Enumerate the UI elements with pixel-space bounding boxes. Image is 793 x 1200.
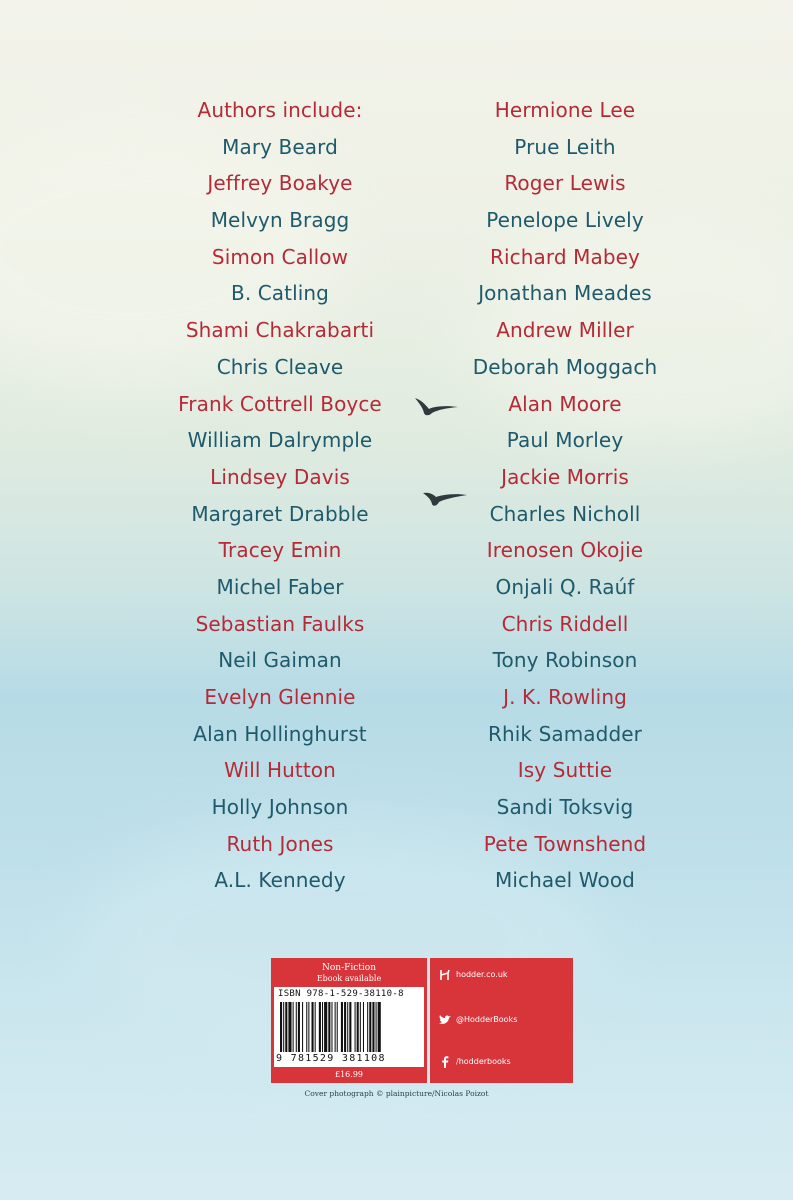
author-name: Tracey Emin	[218, 538, 342, 563]
bird-icon	[421, 487, 469, 511]
link-text: hodder.co.uk	[456, 970, 508, 979]
ebook-note: Ebook available	[316, 974, 382, 983]
author-name: Holly Johnson	[211, 795, 349, 820]
author-name: Isy Suttie	[517, 758, 613, 783]
barcode-number: 9 781529 381108	[276, 1053, 386, 1064]
bird-icon	[413, 394, 461, 420]
facebook-icon	[438, 1055, 452, 1069]
barcode-icon	[278, 1002, 420, 1054]
author-name: Paul Morley	[506, 428, 624, 453]
author-name: A.L. Kennedy	[214, 868, 346, 893]
isbn-text: ISBN 978-1-529-38110-8	[278, 989, 404, 999]
author-name: Michel Faber	[216, 574, 344, 599]
author-name: Tony Robinson	[492, 648, 638, 673]
author-name: Mary Beard	[222, 134, 338, 159]
hodder-logo-icon	[438, 968, 452, 982]
author-name: Simon Callow	[211, 244, 349, 269]
author-name: Sandi Toksvig	[496, 795, 634, 820]
twitter-icon	[438, 1013, 452, 1027]
author-name: Will Hutton	[224, 758, 336, 783]
author-name: Alan Hollinghurst	[193, 721, 367, 746]
author-name: Lindsey Davis	[210, 464, 350, 489]
author-name: Neil Gaiman	[218, 648, 342, 673]
author-name: Andrew Miller	[496, 318, 634, 343]
author-name: Margaret Drabble	[191, 501, 369, 526]
barcode-label	[271, 958, 427, 1083]
link-website[interactable]	[438, 968, 508, 982]
link-twitter[interactable]	[438, 1013, 517, 1027]
author-name: Chris Riddell	[501, 611, 629, 636]
author-name: Jonathan Meades	[478, 281, 652, 306]
publisher-links	[430, 958, 573, 1083]
author-name: Jackie Morris	[501, 464, 629, 489]
price: £16.99	[335, 1070, 363, 1079]
link-facebook[interactable]	[438, 1055, 511, 1069]
author-name: J. K. Rowling	[503, 685, 627, 709]
author-name: Charles Nicholl	[489, 501, 641, 526]
author-name: Rhik Samadder	[488, 721, 642, 746]
author-name: Hermione Lee	[494, 98, 636, 122]
category-label: Non-Fiction	[321, 963, 376, 973]
link-text: /hodderbooks	[456, 1057, 511, 1066]
author-name: Alan Moore	[508, 391, 622, 416]
author-name: Onjali Q. Raúf	[495, 574, 635, 599]
author-name: Jeffrey Boakye	[207, 171, 353, 196]
author-name: Roger Lewis	[504, 171, 626, 196]
cover-credit: Cover photograph © plainpicture/Nicolas Poizot	[304, 1089, 489, 1098]
author-name: Chris Cleave	[216, 354, 344, 379]
author-name: Pete Townshend	[483, 831, 647, 856]
barcode-box	[274, 987, 424, 1067]
author-name: Ruth Jones	[226, 831, 334, 856]
author-name: William Dalrymple	[187, 428, 373, 453]
author-name: Deborah Moggach	[472, 354, 658, 379]
authors-heading: Authors include:	[197, 98, 363, 122]
author-name: Shami Chakrabarti	[185, 318, 375, 343]
author-list-right	[435, 92, 695, 899]
author-name: Penelope Lively	[486, 208, 644, 233]
author-name: Sebastian Faulks	[195, 611, 365, 636]
author-name: B. Catling	[231, 281, 329, 306]
author-name: Frank Cottrell Boyce	[178, 391, 382, 416]
author-name: Evelyn Glennie	[204, 685, 356, 709]
author-list-left	[150, 92, 410, 899]
link-text: @HodderBooks	[456, 1015, 518, 1024]
author-name: Michael Wood	[495, 868, 635, 893]
author-name: Irenosen Okojie	[486, 538, 644, 563]
author-name: Richard Mabey	[490, 244, 640, 269]
author-name: Melvyn Bragg	[210, 208, 350, 233]
author-name: Prue Leith	[514, 134, 616, 159]
